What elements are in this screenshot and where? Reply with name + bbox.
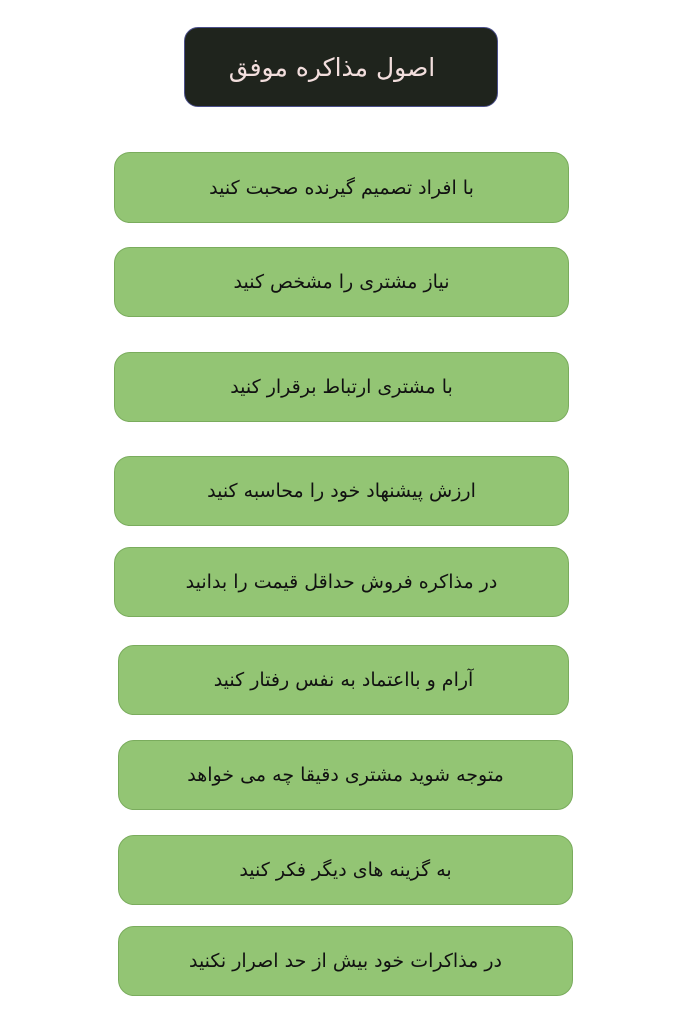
principle-box-7 bbox=[118, 740, 573, 810]
principle-box-8 bbox=[118, 835, 573, 905]
principle-text-6: آرام و بااعتماد به نفس رفتار کنید bbox=[213, 669, 474, 691]
principle-box-2 bbox=[114, 247, 569, 317]
principle-text-2: نیاز مشتری را مشخص کنید bbox=[233, 271, 450, 293]
principle-box-5 bbox=[114, 547, 569, 617]
principle-text-5: در مذاکره فروش حداقل قیمت را بدانید bbox=[185, 571, 498, 593]
principle-box-9 bbox=[118, 926, 573, 996]
principle-box-4 bbox=[114, 456, 569, 526]
principle-text-4: ارزش پیشنهاد خود را محاسبه کنید bbox=[207, 480, 476, 502]
principle-text-7: متوجه شوید مشتری دقیقا چه می خواهد bbox=[187, 764, 504, 786]
diagram-title-box bbox=[184, 27, 498, 107]
principle-text-1: با افراد تصمیم گیرنده صحبت کنید bbox=[209, 176, 474, 199]
diagram-title: اصول مذاکره موفق bbox=[228, 52, 436, 82]
principle-text-3: با مشتری ارتباط برقرار کنید bbox=[230, 376, 453, 398]
principle-box-3 bbox=[114, 352, 569, 422]
principle-box-6 bbox=[118, 645, 569, 715]
principle-box-1 bbox=[114, 152, 569, 223]
principle-text-8: به گزینه های دیگر فکر کنید bbox=[239, 859, 452, 881]
principle-text-9: در مذاکرات خود بیش از حد اصرار نکنید bbox=[188, 950, 503, 972]
